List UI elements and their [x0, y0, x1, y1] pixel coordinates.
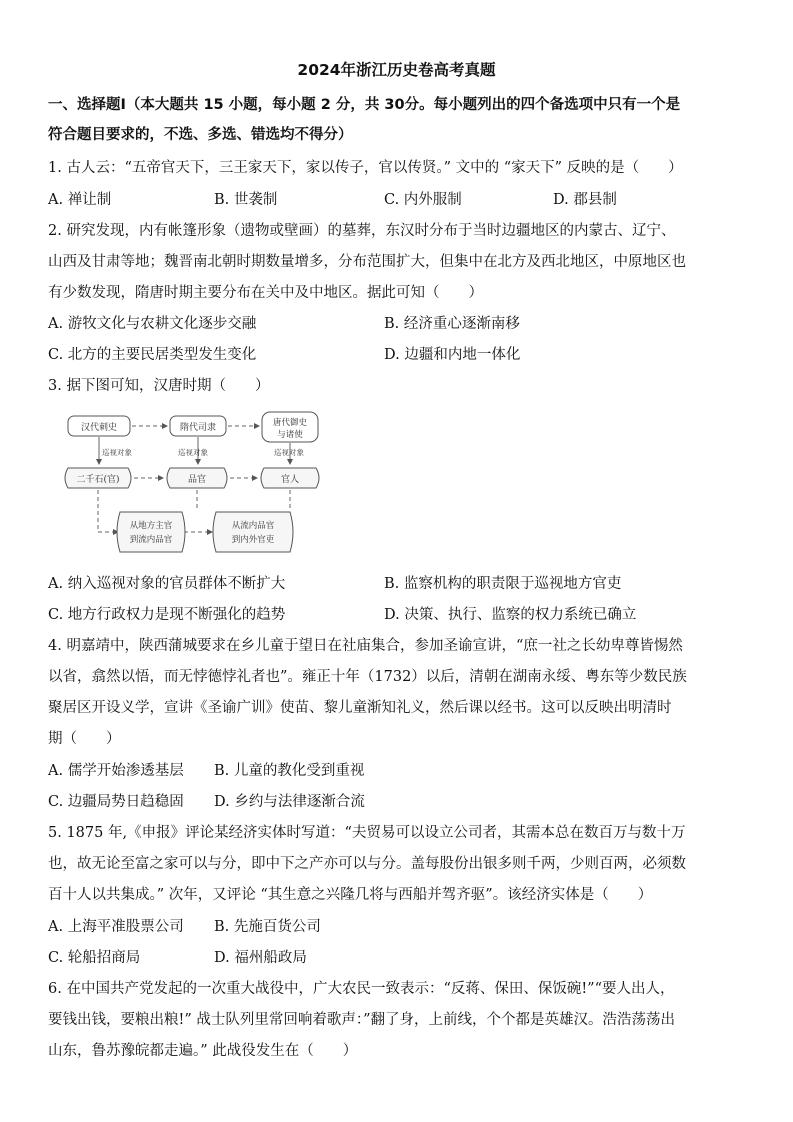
q3-scroll-pinguan-label: 品官 — [187, 475, 207, 485]
q6-stem-line-1: 6. 在中国共产党发起的一次重大战役中，广大农民一致表示：“反蒋、保田、保饭碗!”“要人出人， — [48, 981, 675, 997]
q3-stem: 3. 据下图可知，汉唐时期（ ） — [48, 378, 270, 394]
q3-scroll-bottom-1-line-2: 到流内品官 — [129, 535, 173, 545]
q3-diagram — [62, 408, 330, 562]
q3-option-a: A. 纳入巡视对象的官员群体不断扩大 — [48, 576, 286, 592]
q3-option-d: D. 决策、执行、监察的权力系统已确立 — [384, 607, 637, 623]
q2-option-c: C. 北方的主要民居类型发生变化 — [48, 347, 257, 363]
section-heading-line-1: 一、选择题Ⅰ（本大题共 15 小题，每小题 2 分，共 30分。每小题列出的四个备选项中只有一个是 — [48, 97, 681, 113]
q2-stem-line-1: 2. 研究发现，内有帐篷形象（遗物或壁画）的墓葬，东汉时分布于当时边疆地区的内蒙古、辽宁、 — [48, 223, 676, 239]
q3-scroll-guanren-label: 官人 — [280, 475, 300, 485]
q3-arrow-label-3: 巡视对象 — [274, 448, 304, 457]
q3-option-b: B. 监察机构的职责限于巡视地方官吏 — [384, 576, 622, 592]
q3-arrow-label-1: 巡视对象 — [102, 448, 132, 457]
q3-box-sui-sili-label: 隋代司隶 — [179, 423, 217, 433]
q3-option-c: C. 地方行政权力是现不断强化的趋势 — [48, 607, 286, 623]
q3-scroll-bottom-2-line-1: 从流内品官 — [231, 521, 275, 531]
q2-stem-line-2: 山西及甘肃等地；魏晋南北朝时期数量增多，分布范围扩大，但集中在北方及西北地区，中原地区也 — [48, 254, 686, 270]
q3-box-tang-yushi-label-1: 唐代御史 — [272, 418, 308, 428]
q4-option-a: A. 儒学开始渗透基层 — [48, 763, 184, 779]
q5-option-a: A. 上海平准股票公司 — [48, 919, 184, 935]
page-title: 2024年浙江历史卷高考真题 — [297, 61, 496, 79]
q4-option-b: B. 儿童的教化受到重视 — [214, 763, 365, 779]
q5-option-c: C. 轮船招商局 — [48, 950, 141, 966]
q6-stem-line-2: 要钱出钱，要粮出粮!” 战士队列里常回响着歌声：”翻了身，上前线，个个都是英雄汉。浩浩荡荡出 — [48, 1012, 676, 1028]
q2-option-b: B. 经济重心逐渐南移 — [384, 316, 520, 332]
q3-scroll-erqianshi-label: 二千石(官) — [76, 475, 120, 485]
q5-stem-line-1: 5. 1875 年,《申报》评论某经济实体时写道：“夫贸易可以设立公司者，其需本总在数百万与数十万 — [48, 825, 686, 841]
q3-scroll-bottom-1 — [117, 512, 185, 552]
q1-option-a: A. 禅让制 — [48, 192, 112, 208]
q6-stem-line-3: 山东，鲁苏豫皖都走遍。” 此战役发生在（ ） — [48, 1043, 358, 1059]
q3-scroll-bottom-1-line-1: 从地方主官 — [129, 521, 173, 531]
q3-scroll-bottom-2-line-2: 到内外官吏 — [231, 535, 275, 545]
q1-stem: 1. 古人云：“五帝官天下，三王家天下，家以传子，官以传贤。” 文中的 “家天下” 反映的是（ ） — [48, 160, 683, 176]
q3-box-han-cishi-label: 汉代刺史 — [80, 423, 118, 433]
q4-stem-line-2: 以省，翕然以悟，而无悖德悖礼者也”。雍正十年（1732）以后，清朝在湖南永绥、粤东等少数民族 — [48, 669, 687, 685]
q1-option-c: C. 内外服制 — [384, 192, 462, 208]
q4-option-d: D. 乡约与法律逐渐合流 — [214, 794, 365, 810]
q3-arrow-label-2: 巡视对象 — [178, 448, 208, 457]
q2-option-a: A. 游牧文化与农耕文化逐步交融 — [48, 316, 257, 332]
q4-stem-line-1: 4. 明嘉靖中，陕西蒲城要求在乡儿童于望日在社庙集合，参加圣谕宣讲，“庶一社之长幼卑尊皆惕然 — [48, 638, 683, 654]
q1-option-b: B. 世袭制 — [214, 192, 278, 208]
q5-stem-line-2: 也，故无论至富之家可以与分，即中下之产亦可以与分。盖每股份出银多则千两，少则百两，必须数 — [48, 856, 686, 872]
q2-option-d: D. 边疆和内地一体化 — [384, 347, 521, 363]
q2-stem-line-3: 有少数发现，隋唐时期主要分布在关中及中地区。据此可知（ ） — [48, 285, 483, 301]
q5-stem-line-3: 百十人以共集成。” 次年，又评论 “其生意之兴隆几将与西船并驾齐驱”。该经济实体是（ ） — [48, 887, 653, 903]
q3-scroll-bottom-2 — [213, 512, 293, 552]
q3-box-tang-yushi-label-2: 与诸使 — [277, 430, 303, 440]
q1-option-d: D. 郡县制 — [553, 192, 617, 208]
q4-option-c: C. 边疆局势日趋稳固 — [48, 794, 184, 810]
q5-option-d: D. 福州船政局 — [214, 950, 307, 966]
q5-option-b: B. 先施百货公司 — [214, 919, 321, 935]
section-heading-line-2: 符合题目要求的，不选、多选、错选均不得分） — [48, 127, 353, 143]
q4-stem-line-4: 期（ ） — [48, 731, 121, 747]
q4-stem-line-3: 聚居区开设义学，宣讲《圣谕广训》使苗、黎儿童渐知礼义，然后课以经书。这可以反映出明清时 — [48, 700, 672, 716]
